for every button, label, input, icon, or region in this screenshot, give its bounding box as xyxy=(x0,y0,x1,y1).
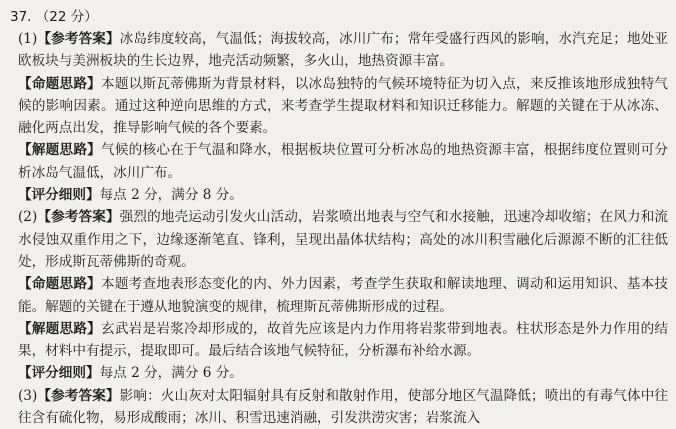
part1-idea-tag: 【命题思路】 xyxy=(18,75,102,92)
part1-solve xyxy=(8,139,668,184)
part2-idea-tag: 【命题思路】 xyxy=(18,276,102,293)
part2-idea-text: 本题考查地表形态变化的内、外力因素，考查学生获取和解读地理、调动和运用知识、基本技能。解题的关键在于遵从地貌演变的规律，梳理斯瓦蒂佛斯形成的过程。 xyxy=(18,276,669,315)
part1-idea-text: 本题以斯瓦蒂佛斯为背景材料，以冰岛独特的气候环境特征为切入点，来反推该地形成独特气候的影响因素。通过这种逆向思维的方式，来考查学生提取材料和知识迁移能力。解题的关键在于从冰冻、融化两点出发，推导影响气候的各个要素。 xyxy=(18,75,669,137)
part1-score-text: 每点 2 分，满分 8 分。 xyxy=(99,187,243,204)
part2-answer-tag: 【参考答案】 xyxy=(37,209,120,226)
part2-solve-tag: 【解题思路】 xyxy=(18,320,102,337)
part2-score xyxy=(8,362,668,384)
part3-answer xyxy=(8,385,668,429)
part2-solve xyxy=(8,318,668,363)
part2-label: (2) xyxy=(18,209,38,226)
question-number: 37. xyxy=(10,9,32,25)
part2-idea xyxy=(8,273,668,318)
question-points: （22 分） xyxy=(35,9,98,25)
part2-score-tag: 【评分细则】 xyxy=(18,365,100,382)
part1-answer-text: 冰岛纬度较高，气温低；海拔较高，冰川广布；常年受盛行西风的影响，水汽充足；地处亚欧板块与美洲板块的生长边界，地壳活动频繁，多火山，地热资源丰富。 xyxy=(18,31,669,70)
part1-score-tag: 【评分细则】 xyxy=(18,187,100,204)
part1-idea xyxy=(8,73,668,140)
part1-solve-text: 气候的核心在于气温和降水，根据板块位置可分析冰岛的地热资源丰富，根据纬度位置则可分析冰岛气温低，冰川广布。 xyxy=(18,142,669,181)
part3-answer-text: 影响：火山灰对太阳辐射具有反射和散射作用，使部分地区气温降低；喷出的有毒气体中往往含有硫化物，易形成酸雨；冰川、积雪迅速消融，引发洪涝灾害；岩浆流入 xyxy=(18,387,669,427)
part1-label: (1) xyxy=(18,31,38,47)
part2-score-text: 每点 2 分，满分 6 分。 xyxy=(99,365,243,382)
part1-answer-tag: 【参考答案】 xyxy=(37,31,120,47)
part2-answer xyxy=(8,206,668,273)
part1-answer xyxy=(8,28,668,73)
part3-answer-tag: 【参考答案】 xyxy=(37,387,120,404)
part2-answer-text: 强烈的地壳运动引发火山活动，岩浆喷出地表与空气和水接触，迅速冷却收缩；在风力和流水侵蚀双重作用之下，边缘逐渐笔直、锋利，呈现出晶体状结构；高处的冰川积雪融化后源源不断的汇往低处，形成斯瓦蒂佛斯的奇观。 xyxy=(18,209,669,270)
part2-solve-text: 玄武岩是岩浆冷却形成的，故首先应该是内力作用将岩浆带到地表。柱状形态是外力作用的结果，材料中有提示，提取即可。最后结合该地气候特征，分析瀑布补给水源。 xyxy=(18,320,669,360)
part1-score xyxy=(8,184,668,206)
part1-solve-tag: 【解题思路】 xyxy=(18,142,102,159)
question-heading xyxy=(10,6,668,28)
part3-label: (3) xyxy=(18,387,38,404)
